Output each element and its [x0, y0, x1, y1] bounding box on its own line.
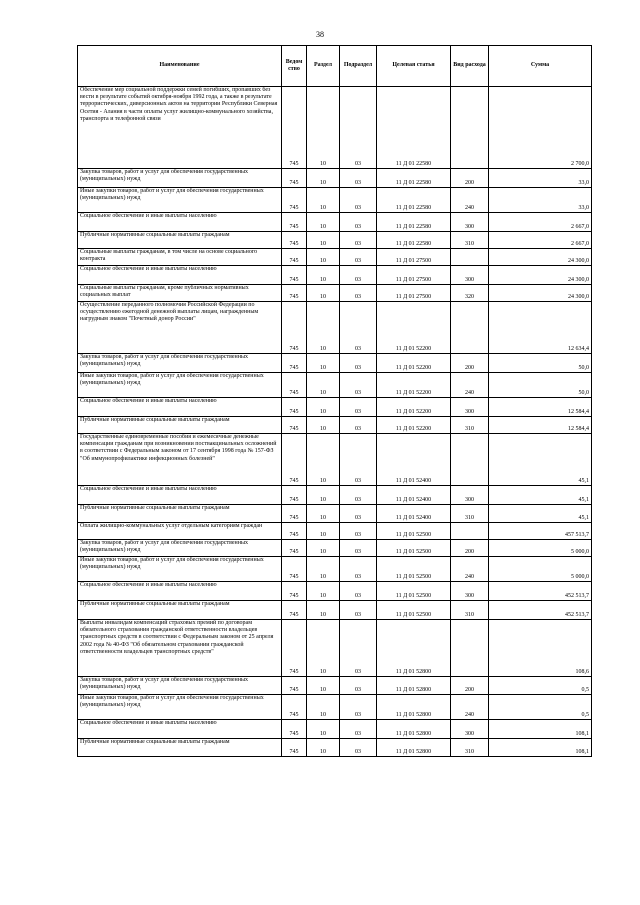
cell-sum: 45,1 [489, 505, 592, 523]
cell-podrazdel: 03 [340, 266, 377, 285]
table-row [78, 373, 592, 398]
cell-expense-type [451, 87, 489, 169]
cell-name: Социальное обеспечение и иные выплаты населению [78, 398, 282, 417]
cell-razdel: 10 [307, 677, 340, 695]
cell-sum: 33,0 [489, 169, 592, 188]
cell-podrazdel: 03 [340, 285, 377, 302]
table-row [78, 601, 592, 620]
cell-vedomstvo: 745 [282, 169, 307, 188]
table-row [78, 232, 592, 249]
cell-vedomstvo: 745 [282, 373, 307, 398]
cell-name: Публичные нормативные социальные выплаты гражданам [78, 417, 282, 434]
cell-expense-type: 240 [451, 373, 489, 398]
cell-podrazdel: 03 [340, 373, 377, 398]
header-razdel: Раздел [307, 46, 340, 87]
table-row [78, 398, 592, 417]
cell-sum: 5 000,0 [489, 540, 592, 557]
cell-expense-type: 310 [451, 417, 489, 434]
table-row [78, 249, 592, 266]
cell-expense-type: 310 [451, 601, 489, 620]
cell-vedomstvo: 745 [282, 557, 307, 582]
cell-target-article: 11 Д 01 52400 [377, 505, 451, 523]
table-row [78, 354, 592, 373]
cell-name: Публичные нормативные социальные выплаты гражданам [78, 505, 282, 523]
table-row [78, 739, 592, 757]
cell-sum: 45,1 [489, 486, 592, 505]
cell-podrazdel: 03 [340, 398, 377, 417]
cell-podrazdel: 03 [340, 582, 377, 601]
cell-name: Выплаты инвалидам компенсаций страховых премий по договорам обязательного страхования гражданской ответственности владельцев транспортных средств в соответствии с Федеральным законом от 25 апреля 2002 года № 40-ФЗ "Об обязательном страховании гражданской ответственности владельцев транспортных средств" [78, 620, 282, 677]
cell-razdel: 10 [307, 373, 340, 398]
cell-podrazdel: 03 [340, 169, 377, 188]
cell-sum: 33,0 [489, 188, 592, 213]
table-row [78, 302, 592, 354]
cell-vedomstvo: 745 [282, 540, 307, 557]
cell-podrazdel: 03 [340, 486, 377, 505]
cell-razdel: 10 [307, 434, 340, 486]
cell-expense-type: 300 [451, 582, 489, 601]
cell-target-article: 11 Д 01 52400 [377, 486, 451, 505]
page-number: 38 [316, 30, 324, 39]
cell-target-article: 11 Д 01 52200 [377, 398, 451, 417]
cell-expense-type [451, 302, 489, 354]
cell-sum: 457 513,7 [489, 523, 592, 540]
cell-razdel: 10 [307, 523, 340, 540]
cell-target-article: 11 Д 01 52500 [377, 540, 451, 557]
cell-name: Иные закупки товаров, работ и услуг для обеспечения государственных (муниципальных) нужд [78, 557, 282, 582]
cell-podrazdel: 03 [340, 720, 377, 739]
cell-expense-type: 200 [451, 677, 489, 695]
table-row [78, 486, 592, 505]
cell-expense-type: 310 [451, 232, 489, 249]
cell-razdel: 10 [307, 169, 340, 188]
table-row [78, 213, 592, 232]
cell-razdel: 10 [307, 582, 340, 601]
cell-expense-type: 310 [451, 505, 489, 523]
cell-target-article: 11 Д 01 52800 [377, 720, 451, 739]
cell-vedomstvo: 745 [282, 285, 307, 302]
cell-vedomstvo: 745 [282, 620, 307, 677]
cell-expense-type: 200 [451, 354, 489, 373]
cell-podrazdel: 03 [340, 87, 377, 169]
table-row [78, 505, 592, 523]
header-name: Наименование [78, 46, 282, 87]
cell-target-article: 11 Д 01 52800 [377, 695, 451, 720]
cell-name: Социальное обеспечение и иные выплаты населению [78, 213, 282, 232]
cell-sum: 12 584,4 [489, 398, 592, 417]
cell-target-article: 11 Д 01 52200 [377, 373, 451, 398]
cell-podrazdel: 03 [340, 232, 377, 249]
cell-razdel: 10 [307, 601, 340, 620]
cell-vedomstvo: 745 [282, 739, 307, 757]
cell-target-article: 11 Д 01 22580 [377, 188, 451, 213]
cell-sum: 5 000,0 [489, 557, 592, 582]
cell-razdel: 10 [307, 486, 340, 505]
cell-podrazdel: 03 [340, 739, 377, 757]
cell-name: Социальное обеспечение и иные выплаты населению [78, 582, 282, 601]
cell-target-article: 11 Д 01 52200 [377, 302, 451, 354]
cell-sum: 45,1 [489, 434, 592, 486]
cell-name: Социальные выплаты гражданам, в том числе на основе социального контракта [78, 249, 282, 266]
cell-expense-type: 300 [451, 720, 489, 739]
table-row [78, 540, 592, 557]
cell-podrazdel: 03 [340, 434, 377, 486]
cell-expense-type: 240 [451, 557, 489, 582]
cell-vedomstvo: 745 [282, 87, 307, 169]
cell-razdel: 10 [307, 249, 340, 266]
cell-target-article: 11 Д 01 52500 [377, 582, 451, 601]
cell-vedomstvo: 745 [282, 695, 307, 720]
cell-target-article: 11 Д 01 27500 [377, 285, 451, 302]
cell-podrazdel: 03 [340, 213, 377, 232]
header-podrazdel: Подраздел [340, 46, 377, 87]
cell-razdel: 10 [307, 540, 340, 557]
cell-sum: 0,5 [489, 695, 592, 720]
table-row [78, 677, 592, 695]
header-target-article: Целевая статья [377, 46, 451, 87]
cell-podrazdel: 03 [340, 188, 377, 213]
cell-target-article: 11 Д 01 52500 [377, 601, 451, 620]
cell-expense-type: 240 [451, 695, 489, 720]
table-row [78, 434, 592, 486]
cell-target-article: 11 Д 01 22580 [377, 169, 451, 188]
cell-sum: 50,0 [489, 373, 592, 398]
cell-podrazdel: 03 [340, 523, 377, 540]
cell-razdel: 10 [307, 505, 340, 523]
cell-sum: 2 667,0 [489, 232, 592, 249]
cell-sum: 12 634,4 [489, 302, 592, 354]
cell-razdel: 10 [307, 213, 340, 232]
cell-name: Осуществление переданного полномочия Российской Федерации по осуществлению ежегодной денежной выплаты лицам, награжденным нагрудным знаком "Почетный донор России" [78, 302, 282, 354]
cell-vedomstvo: 745 [282, 266, 307, 285]
cell-vedomstvo: 745 [282, 188, 307, 213]
cell-target-article: 11 Д 01 52800 [377, 739, 451, 757]
cell-sum: 108,1 [489, 720, 592, 739]
cell-vedomstvo: 745 [282, 720, 307, 739]
cell-razdel: 10 [307, 354, 340, 373]
cell-podrazdel: 03 [340, 505, 377, 523]
cell-name: Закупка товаров, работ и услуг для обеспечения государственных (муниципальных) нужд [78, 169, 282, 188]
cell-name: Публичные нормативные социальные выплаты гражданам [78, 739, 282, 757]
table-row [78, 169, 592, 188]
cell-expense-type: 320 [451, 285, 489, 302]
cell-expense-type [451, 620, 489, 677]
cell-name: Закупка товаров, работ и услуг для обеспечения государственных (муниципальных) нужд [78, 677, 282, 695]
cell-podrazdel: 03 [340, 249, 377, 266]
cell-target-article: 11 Д 01 52400 [377, 434, 451, 486]
cell-vedomstvo: 745 [282, 354, 307, 373]
cell-name: Иные закупки товаров, работ и услуг для обеспечения государственных (муниципальных) нужд [78, 695, 282, 720]
cell-razdel: 10 [307, 417, 340, 434]
cell-expense-type [451, 523, 489, 540]
table-row [78, 582, 592, 601]
table-row [78, 557, 592, 582]
cell-vedomstvo: 745 [282, 232, 307, 249]
table-row [78, 695, 592, 720]
cell-expense-type: 310 [451, 739, 489, 757]
cell-razdel: 10 [307, 285, 340, 302]
cell-sum: 24 300,0 [489, 249, 592, 266]
cell-vedomstvo: 745 [282, 677, 307, 695]
cell-expense-type: 200 [451, 169, 489, 188]
cell-razdel: 10 [307, 695, 340, 720]
cell-podrazdel: 03 [340, 302, 377, 354]
cell-vedomstvo: 745 [282, 417, 307, 434]
cell-expense-type: 300 [451, 486, 489, 505]
cell-sum: 0,5 [489, 677, 592, 695]
cell-name: Публичные нормативные социальные выплаты гражданам [78, 601, 282, 620]
header-row [78, 46, 592, 87]
cell-expense-type: 300 [451, 266, 489, 285]
cell-razdel: 10 [307, 557, 340, 582]
cell-vedomstvo: 745 [282, 582, 307, 601]
cell-name: Социальное обеспечение и иные выплаты населению [78, 266, 282, 285]
cell-razdel: 10 [307, 720, 340, 739]
cell-target-article: 11 Д 01 27500 [377, 266, 451, 285]
cell-podrazdel: 03 [340, 540, 377, 557]
cell-sum: 452 513,7 [489, 582, 592, 601]
budget-table [77, 45, 592, 757]
header-sum: Сумма [489, 46, 592, 87]
cell-sum: 2 700,0 [489, 87, 592, 169]
cell-expense-type: 200 [451, 540, 489, 557]
cell-expense-type [451, 249, 489, 266]
cell-vedomstvo: 745 [282, 249, 307, 266]
cell-name: Иные закупки товаров, работ и услуг для обеспечения государственных (муниципальных) нужд [78, 373, 282, 398]
cell-podrazdel: 03 [340, 557, 377, 582]
cell-vedomstvo: 745 [282, 486, 307, 505]
cell-vedomstvo: 745 [282, 302, 307, 354]
cell-expense-type: 240 [451, 188, 489, 213]
cell-razdel: 10 [307, 87, 340, 169]
cell-podrazdel: 03 [340, 677, 377, 695]
table-row [78, 188, 592, 213]
header-expense-type: Вид расхода [451, 46, 489, 87]
cell-target-article: 11 Д 01 27500 [377, 249, 451, 266]
cell-sum: 12 584,4 [489, 417, 592, 434]
table-row [78, 720, 592, 739]
table-row [78, 266, 592, 285]
table-row [78, 417, 592, 434]
cell-target-article: 11 Д 01 52500 [377, 523, 451, 540]
cell-name: Социальные выплаты гражданам, кроме публичных нормативных социальных выплат [78, 285, 282, 302]
cell-expense-type [451, 434, 489, 486]
cell-podrazdel: 03 [340, 601, 377, 620]
cell-expense-type: 300 [451, 398, 489, 417]
cell-name: Публичные нормативные социальные выплаты гражданам [78, 232, 282, 249]
cell-target-article: 11 Д 01 22580 [377, 213, 451, 232]
cell-vedomstvo: 745 [282, 505, 307, 523]
cell-target-article: 11 Д 01 52200 [377, 354, 451, 373]
cell-target-article: 11 Д 01 52200 [377, 417, 451, 434]
cell-razdel: 10 [307, 266, 340, 285]
cell-name: Государственные единовременные пособия и ежемесячные денежные компенсации гражданам при возникновении поствакцинальных осложнений в соответствии с Федеральным законом от 17 сентября 1998 года № 157-ФЗ "Об иммунопрофилактике инфекционных болезней" [78, 434, 282, 486]
cell-sum: 2 667,0 [489, 213, 592, 232]
cell-target-article: 11 Д 01 22580 [377, 87, 451, 169]
table-row [78, 523, 592, 540]
cell-vedomstvo: 745 [282, 434, 307, 486]
cell-target-article: 11 Д 01 22580 [377, 232, 451, 249]
cell-target-article: 11 Д 01 52500 [377, 557, 451, 582]
cell-sum: 108,1 [489, 739, 592, 757]
cell-name: Социальное обеспечение и иные выплаты населению [78, 720, 282, 739]
table-row [78, 285, 592, 302]
cell-sum: 108,6 [489, 620, 592, 677]
cell-podrazdel: 03 [340, 417, 377, 434]
cell-sum: 50,0 [489, 354, 592, 373]
cell-razdel: 10 [307, 739, 340, 757]
cell-razdel: 10 [307, 620, 340, 677]
cell-target-article: 11 Д 01 52800 [377, 677, 451, 695]
cell-podrazdel: 03 [340, 354, 377, 373]
cell-vedomstvo: 745 [282, 523, 307, 540]
cell-podrazdel: 03 [340, 620, 377, 677]
cell-name: Социальное обеспечение и иные выплаты населению [78, 486, 282, 505]
cell-razdel: 10 [307, 398, 340, 417]
cell-name: Закупка товаров, работ и услуг для обеспечения государственных (муниципальных) нужд [78, 354, 282, 373]
cell-vedomstvo: 745 [282, 398, 307, 417]
cell-vedomstvo: 745 [282, 601, 307, 620]
cell-expense-type: 300 [451, 213, 489, 232]
cell-name: Иные закупки товаров, работ и услуг для обеспечения государственных (муниципальных) нужд [78, 188, 282, 213]
cell-name: Обеспечение мер социальной поддержки семей погибших, пропавших без вести в результате событий октября-ноября 1992 года, а также в результате террористических, диверсионных актов на территории Республики Северная Осетия - Алания в части оплаты услуг жилищно-коммунального хозяйства, транспорта и телефонной связи [78, 87, 282, 169]
cell-razdel: 10 [307, 232, 340, 249]
table-row [78, 87, 592, 169]
cell-sum: 24 300,0 [489, 285, 592, 302]
cell-name: Оплата жилищно-коммунальных услуг отдельным категориям граждан [78, 523, 282, 540]
cell-target-article: 11 Д 01 52800 [377, 620, 451, 677]
cell-name: Закупка товаров, работ и услуг для обеспечения государственных (муниципальных) нужд [78, 540, 282, 557]
cell-razdel: 10 [307, 302, 340, 354]
header-vedomstvo: Ведом ство [282, 46, 307, 87]
cell-podrazdel: 03 [340, 695, 377, 720]
cell-vedomstvo: 745 [282, 213, 307, 232]
cell-sum: 452 513,7 [489, 601, 592, 620]
cell-razdel: 10 [307, 188, 340, 213]
cell-sum: 24 300,0 [489, 266, 592, 285]
table-row [78, 620, 592, 677]
